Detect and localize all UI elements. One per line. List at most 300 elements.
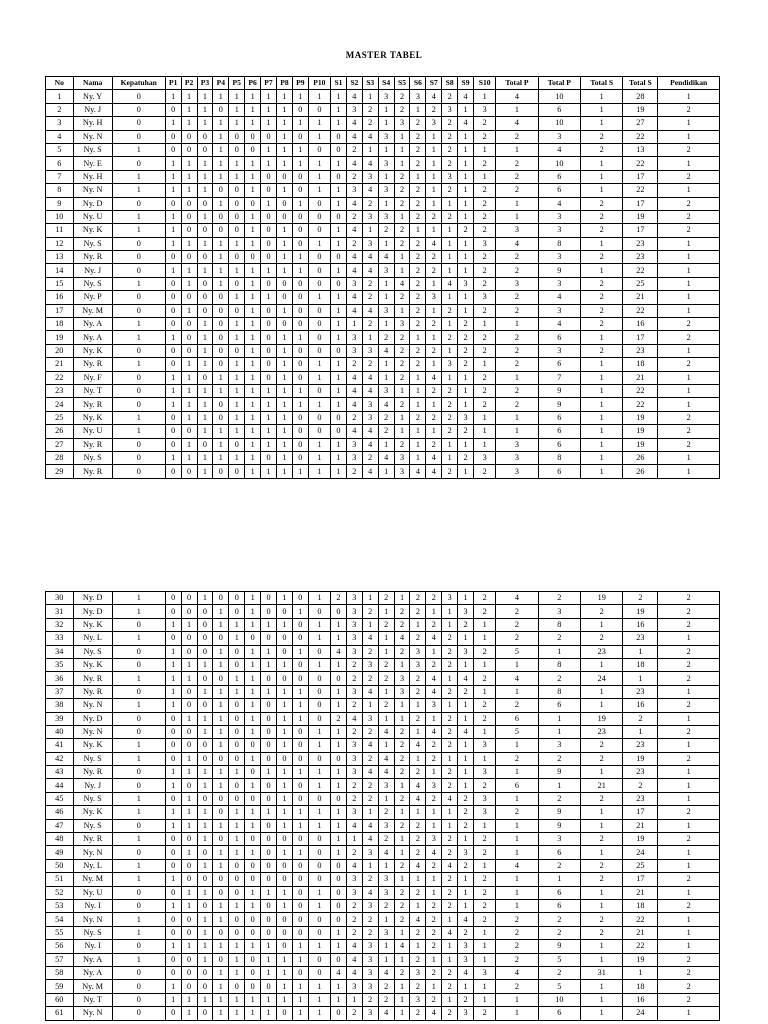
table-cell: 2 bbox=[474, 605, 496, 618]
table-cell: 3 bbox=[426, 117, 442, 130]
table-cell: 21 bbox=[623, 926, 658, 939]
table-cell: 21 bbox=[46, 358, 74, 371]
table-cell: 1 bbox=[213, 859, 229, 872]
table-cell: 1 bbox=[197, 926, 213, 939]
table-cell: 1 bbox=[229, 940, 245, 953]
table-cell: 0 bbox=[112, 846, 165, 859]
table-cell: 1 bbox=[581, 699, 623, 712]
table-cell: 1 bbox=[181, 806, 197, 819]
table-cell: 1 bbox=[658, 779, 720, 792]
table-cell: 0 bbox=[112, 712, 165, 725]
table-cell: 2 bbox=[410, 304, 426, 317]
table-cell: 0 bbox=[213, 398, 229, 411]
table-cell: Ny. E bbox=[73, 157, 112, 170]
table-cell: 1 bbox=[197, 886, 213, 899]
table-cell: Ny. P bbox=[73, 291, 112, 304]
table-cell: 3 bbox=[442, 103, 458, 116]
table-cell: 2 bbox=[362, 197, 378, 210]
table-cell: 1 bbox=[245, 90, 261, 103]
table-cell: 0 bbox=[181, 725, 197, 738]
table-cell: 1 bbox=[442, 819, 458, 832]
table-cell: 2 bbox=[394, 792, 410, 805]
table-cell: 1 bbox=[442, 618, 458, 631]
table-cell: 2 bbox=[346, 672, 362, 685]
table-cell: 2 bbox=[442, 873, 458, 886]
table-cell: 0 bbox=[261, 451, 277, 464]
table-cell: 1 bbox=[458, 899, 474, 912]
table-cell: 9 bbox=[538, 398, 580, 411]
table-cell: 1 bbox=[658, 90, 720, 103]
table-cell: 0 bbox=[181, 318, 197, 331]
table-cell: 1 bbox=[112, 592, 165, 605]
table-cell: 0 bbox=[213, 331, 229, 344]
table-cell: 0 bbox=[229, 873, 245, 886]
table-cell: 0 bbox=[261, 251, 277, 264]
table-cell: 4 bbox=[331, 645, 347, 658]
table-cell: 1 bbox=[658, 237, 720, 250]
table-cell: 1 bbox=[197, 592, 213, 605]
table-cell: 1 bbox=[394, 1007, 410, 1020]
table-cell: 21 bbox=[581, 779, 623, 792]
table-cell: 1 bbox=[426, 224, 442, 237]
table-cell: 1 bbox=[276, 739, 292, 752]
table-cell: 2 bbox=[410, 953, 426, 966]
table-row bbox=[46, 358, 720, 371]
table-cell: 4 bbox=[426, 465, 442, 478]
table-cell: 1 bbox=[458, 739, 474, 752]
table-cell: 0 bbox=[165, 926, 181, 939]
table-cell: 0 bbox=[181, 465, 197, 478]
table-cell: 1 bbox=[261, 940, 277, 953]
table-cell: 32 bbox=[46, 618, 74, 631]
table-cell: 1 bbox=[292, 766, 308, 779]
table-cell: 3 bbox=[496, 465, 538, 478]
table-row bbox=[46, 291, 720, 304]
table-cell: 1 bbox=[181, 792, 197, 805]
table-cell: 0 bbox=[197, 130, 213, 143]
table-cell: 2 bbox=[362, 779, 378, 792]
table-cell: 2 bbox=[410, 672, 426, 685]
table-cell: 1 bbox=[458, 438, 474, 451]
table-cell: 25 bbox=[46, 411, 74, 424]
table-cell: 1 bbox=[442, 251, 458, 264]
table-cell: 1 bbox=[229, 291, 245, 304]
table-cell: 1 bbox=[331, 465, 347, 478]
table-cell: 1 bbox=[658, 859, 720, 872]
table-cell: 0 bbox=[229, 926, 245, 939]
table-cell: 1 bbox=[426, 130, 442, 143]
table-cell: 1 bbox=[458, 632, 474, 645]
table-cell: 0 bbox=[292, 913, 308, 926]
table-cell: 1 bbox=[229, 632, 245, 645]
table-cell: 1 bbox=[197, 658, 213, 671]
table-cell: 1 bbox=[197, 344, 213, 357]
table-cell: 1 bbox=[458, 779, 474, 792]
table-cell: Ny. U bbox=[73, 210, 112, 223]
table-cell: Ny. R bbox=[73, 833, 112, 846]
table-cell: 2 bbox=[394, 398, 410, 411]
table-cell: 1 bbox=[112, 806, 165, 819]
table-cell: 0 bbox=[213, 806, 229, 819]
table-cell: 3 bbox=[346, 184, 362, 197]
table-cell: 1 bbox=[229, 103, 245, 116]
table-cell: 0 bbox=[165, 304, 181, 317]
column-header: S2 bbox=[346, 77, 362, 90]
table-cell: Ny. U bbox=[73, 886, 112, 899]
table-cell: 2 bbox=[394, 371, 410, 384]
table-cell: 4 bbox=[458, 117, 474, 130]
table-cell: 1 bbox=[213, 130, 229, 143]
table-cell: 0 bbox=[308, 645, 330, 658]
table-cell: 1 bbox=[245, 618, 261, 631]
table-cell: 1 bbox=[410, 384, 426, 397]
table-cell: 0 bbox=[292, 224, 308, 237]
table-cell: 3 bbox=[394, 685, 410, 698]
table-cell: 1 bbox=[426, 398, 442, 411]
table-cell: 0 bbox=[213, 465, 229, 478]
table-cell: 0 bbox=[292, 344, 308, 357]
table-cell: 22 bbox=[623, 913, 658, 926]
table-cell: 2 bbox=[474, 264, 496, 277]
table-cell: 1 bbox=[245, 1007, 261, 1020]
table-cell: 1 bbox=[197, 451, 213, 464]
table-cell: 2 bbox=[458, 819, 474, 832]
table-cell: 0 bbox=[245, 792, 261, 805]
table-cell: 0 bbox=[261, 371, 277, 384]
table-cell: 2 bbox=[410, 197, 426, 210]
table-cell: 2 bbox=[474, 398, 496, 411]
table-cell: 4 bbox=[346, 251, 362, 264]
table-cell: 4 bbox=[362, 438, 378, 451]
table-cell: 1 bbox=[165, 766, 181, 779]
table-cell: 4 bbox=[458, 913, 474, 926]
table-cell: 0 bbox=[308, 331, 330, 344]
table-cell: 2 bbox=[410, 277, 426, 290]
table-cell: 1 bbox=[581, 451, 623, 464]
table-cell: 1 bbox=[245, 699, 261, 712]
table-cell: 1 bbox=[581, 398, 623, 411]
table-cell: 1 bbox=[458, 873, 474, 886]
table-cell: 1 bbox=[229, 237, 245, 250]
table-cell: 0 bbox=[112, 291, 165, 304]
table-cell: Ny. K bbox=[73, 806, 112, 819]
table-cell: 0 bbox=[276, 170, 292, 183]
table-cell: 0 bbox=[276, 632, 292, 645]
table-cell: 1 bbox=[292, 157, 308, 170]
table-cell: 1 bbox=[362, 699, 378, 712]
table-cell: 0 bbox=[181, 739, 197, 752]
table-cell: 1 bbox=[112, 184, 165, 197]
table-cell: 2 bbox=[426, 993, 442, 1006]
table-cell: 1 bbox=[245, 358, 261, 371]
table-cell: 0 bbox=[292, 210, 308, 223]
table-cell: 2 bbox=[658, 318, 720, 331]
table-cell: 1 bbox=[331, 451, 347, 464]
table-cell: 4 bbox=[378, 966, 394, 979]
table-cell: 22 bbox=[623, 304, 658, 317]
table-cell: 0 bbox=[292, 632, 308, 645]
table-cell: 7 bbox=[538, 371, 580, 384]
table-cell: 0 bbox=[112, 157, 165, 170]
table-cell: 1 bbox=[331, 358, 347, 371]
table-cell: 2 bbox=[658, 425, 720, 438]
table-cell: 0 bbox=[292, 899, 308, 912]
table-cell: 3 bbox=[538, 224, 580, 237]
table-cell: 1 bbox=[229, 766, 245, 779]
table-cell: 2 bbox=[496, 752, 538, 765]
table-cell: 26 bbox=[623, 451, 658, 464]
table-cell: 2 bbox=[362, 645, 378, 658]
table-cell: 0 bbox=[197, 846, 213, 859]
table-cell: 2 bbox=[581, 224, 623, 237]
table-cell: 47 bbox=[46, 819, 74, 832]
table-cell: 6 bbox=[496, 712, 538, 725]
table-cell: 2 bbox=[658, 953, 720, 966]
table-cell: 2 bbox=[410, 712, 426, 725]
table-cell: 1 bbox=[581, 658, 623, 671]
table-cell: 1 bbox=[245, 384, 261, 397]
table-cell: 1 bbox=[308, 291, 330, 304]
table-cell: 1 bbox=[292, 251, 308, 264]
table-cell: 1 bbox=[410, 752, 426, 765]
table-cell: 4 bbox=[410, 739, 426, 752]
table-cell: Ny. D bbox=[73, 592, 112, 605]
table-cell: 1 bbox=[458, 886, 474, 899]
table-cell: 3 bbox=[362, 210, 378, 223]
table-cell: 1 bbox=[394, 130, 410, 143]
table-cell: 4 bbox=[426, 725, 442, 738]
table-cell: 1 bbox=[181, 304, 197, 317]
table-cell: 0 bbox=[197, 618, 213, 631]
table-cell: 1 bbox=[362, 859, 378, 872]
table-cell: 1 bbox=[229, 806, 245, 819]
table-cell: 2 bbox=[346, 899, 362, 912]
table-cell: 1 bbox=[261, 658, 277, 671]
table-cell: 0 bbox=[292, 170, 308, 183]
table-cell: 1 bbox=[458, 304, 474, 317]
table-cell: 1 bbox=[308, 899, 330, 912]
table-cell: 1 bbox=[213, 699, 229, 712]
table-cell: 2 bbox=[496, 618, 538, 631]
table-cell: 1 bbox=[658, 632, 720, 645]
page-title: MASTER TABEL bbox=[345, 50, 423, 60]
table-row bbox=[46, 1007, 720, 1020]
table-cell: 4 bbox=[362, 304, 378, 317]
table-cell: 0 bbox=[181, 699, 197, 712]
table-cell: 6 bbox=[496, 779, 538, 792]
table-cell: 3 bbox=[362, 899, 378, 912]
table-cell: 0 bbox=[245, 859, 261, 872]
table-cell: 0 bbox=[308, 792, 330, 805]
table-cell: 26 bbox=[46, 425, 74, 438]
table-cell: Ny. H bbox=[73, 117, 112, 130]
table-cell: 1 bbox=[213, 966, 229, 979]
table-cell: 1 bbox=[426, 806, 442, 819]
table-cell: Ny. F bbox=[73, 371, 112, 384]
table-cell: 3 bbox=[496, 438, 538, 451]
table-cell: 2 bbox=[581, 605, 623, 618]
table-cell: 0 bbox=[181, 859, 197, 872]
table-cell: 1 bbox=[581, 953, 623, 966]
table-cell: 2 bbox=[426, 752, 442, 765]
table-cell: 0 bbox=[261, 926, 277, 939]
table-cell: 1 bbox=[229, 833, 245, 846]
table-cell: 10 bbox=[46, 210, 74, 223]
table-cell: 2 bbox=[474, 251, 496, 264]
table-cell: 1 bbox=[331, 318, 347, 331]
table-cell: 3 bbox=[346, 592, 362, 605]
table-cell: 1 bbox=[181, 618, 197, 631]
table-cell: 39 bbox=[46, 712, 74, 725]
table-cell: 1 bbox=[410, 699, 426, 712]
table-cell: 1 bbox=[581, 846, 623, 859]
table-cell: 2 bbox=[378, 993, 394, 1006]
table-cell: 1 bbox=[378, 197, 394, 210]
table-cell: Ny. T bbox=[73, 993, 112, 1006]
table-cell: 1 bbox=[197, 766, 213, 779]
table-cell: 1 bbox=[474, 953, 496, 966]
table-row bbox=[46, 886, 720, 899]
table-cell: 1 bbox=[112, 411, 165, 424]
table-cell: 1 bbox=[165, 645, 181, 658]
table-cell: 1 bbox=[261, 291, 277, 304]
table-cell: 1 bbox=[261, 806, 277, 819]
table-cell: 0 bbox=[308, 344, 330, 357]
table-cell: 0 bbox=[213, 318, 229, 331]
table-cell: 1 bbox=[245, 184, 261, 197]
table-cell: 1 bbox=[229, 318, 245, 331]
table-cell: 2 bbox=[442, 331, 458, 344]
table-cell: 0 bbox=[308, 143, 330, 156]
table-cell: 2 bbox=[426, 966, 442, 979]
table-cell: 1 bbox=[197, 993, 213, 1006]
table-cell: 1 bbox=[458, 384, 474, 397]
table-cell: 0 bbox=[229, 344, 245, 357]
table-cell: 2 bbox=[496, 264, 538, 277]
table-cell: 2 bbox=[442, 899, 458, 912]
table-cell: 0 bbox=[276, 645, 292, 658]
table-cell: 0 bbox=[276, 913, 292, 926]
table-cell: 4 bbox=[346, 224, 362, 237]
table-cell: 2 bbox=[658, 618, 720, 631]
table-cell: 0 bbox=[197, 752, 213, 765]
table-cell: 4 bbox=[346, 966, 362, 979]
table-cell: 1 bbox=[331, 398, 347, 411]
table-cell: 6 bbox=[538, 899, 580, 912]
table-cell: 1 bbox=[458, 184, 474, 197]
table-cell: 0 bbox=[229, 210, 245, 223]
table-cell: 1 bbox=[442, 940, 458, 953]
table-cell: 0 bbox=[308, 846, 330, 859]
table-cell: 2 bbox=[474, 465, 496, 478]
table-cell: 3 bbox=[538, 344, 580, 357]
table-cell: Ny. R bbox=[73, 465, 112, 478]
table-cell: 1 bbox=[308, 766, 330, 779]
table-cell: 0 bbox=[261, 725, 277, 738]
table-cell: 2 bbox=[496, 184, 538, 197]
table-cell: 1 bbox=[213, 251, 229, 264]
table-cell: 1 bbox=[496, 739, 538, 752]
table-cell: 2 bbox=[496, 331, 538, 344]
table-cell: 4 bbox=[496, 966, 538, 979]
table-cell: 0 bbox=[181, 685, 197, 698]
table-cell: 1 bbox=[245, 318, 261, 331]
table-cell: 1 bbox=[331, 384, 347, 397]
table-cell: 1 bbox=[276, 358, 292, 371]
column-header: Pendidikan bbox=[658, 77, 720, 90]
table-cell: 4 bbox=[442, 792, 458, 805]
table-cell: 1 bbox=[426, 980, 442, 993]
table-cell: 1 bbox=[245, 465, 261, 478]
table-cell: 0 bbox=[165, 143, 181, 156]
table-cell: 58 bbox=[46, 966, 74, 979]
table-cell: 16 bbox=[623, 618, 658, 631]
table-cell: 1 bbox=[245, 685, 261, 698]
table-cell: 4 bbox=[426, 237, 442, 250]
table-cell: 1 bbox=[261, 645, 277, 658]
table-cell: 0 bbox=[112, 658, 165, 671]
table-cell: 1 bbox=[292, 398, 308, 411]
table-cell: 17 bbox=[623, 806, 658, 819]
table-cell: 1 bbox=[245, 806, 261, 819]
table-cell: 2 bbox=[378, 411, 394, 424]
table-cell: 0 bbox=[261, 819, 277, 832]
table-cell: 2 bbox=[346, 358, 362, 371]
table-cell: 1 bbox=[496, 658, 538, 671]
table-cell: 27 bbox=[46, 438, 74, 451]
table-cell: 1 bbox=[165, 658, 181, 671]
table-cell: 1 bbox=[331, 819, 347, 832]
table-cell: 0 bbox=[261, 605, 277, 618]
table-cell: 1 bbox=[658, 1007, 720, 1020]
table-cell: 1 bbox=[581, 425, 623, 438]
table-row bbox=[46, 90, 720, 103]
table-cell: 1 bbox=[213, 384, 229, 397]
table-cell: 10 bbox=[538, 90, 580, 103]
table-cell: 6 bbox=[538, 170, 580, 183]
table-cell: 1 bbox=[426, 170, 442, 183]
table-cell: 1 bbox=[213, 645, 229, 658]
table-cell: 1 bbox=[197, 425, 213, 438]
table-cell: 2 bbox=[362, 672, 378, 685]
table-cell: 2 bbox=[496, 980, 538, 993]
table-cell: 2 bbox=[581, 344, 623, 357]
table-cell: 3 bbox=[458, 645, 474, 658]
table-cell: 5 bbox=[496, 645, 538, 658]
table-cell: 2 bbox=[410, 980, 426, 993]
table-cell: 2 bbox=[658, 170, 720, 183]
table-cell: 19 bbox=[623, 425, 658, 438]
table-cell: 1 bbox=[292, 90, 308, 103]
table-row bbox=[46, 833, 720, 846]
table-cell: 2 bbox=[581, 752, 623, 765]
table-cell: 1 bbox=[112, 752, 165, 765]
table-cell: 3 bbox=[538, 130, 580, 143]
table-cell: 1 bbox=[245, 712, 261, 725]
table-cell: 1 bbox=[276, 819, 292, 832]
table-cell: 3 bbox=[458, 605, 474, 618]
table-cell: 1 bbox=[410, 806, 426, 819]
table-cell: 4 bbox=[346, 117, 362, 130]
table-cell: 2 bbox=[658, 899, 720, 912]
table-cell: 1 bbox=[458, 658, 474, 671]
table-row bbox=[46, 438, 720, 451]
table-cell: 2 bbox=[378, 980, 394, 993]
table-cell: 0 bbox=[197, 197, 213, 210]
table-cell: 2 bbox=[442, 766, 458, 779]
table-cell: 0 bbox=[245, 766, 261, 779]
table-cell: 1 bbox=[308, 940, 330, 953]
